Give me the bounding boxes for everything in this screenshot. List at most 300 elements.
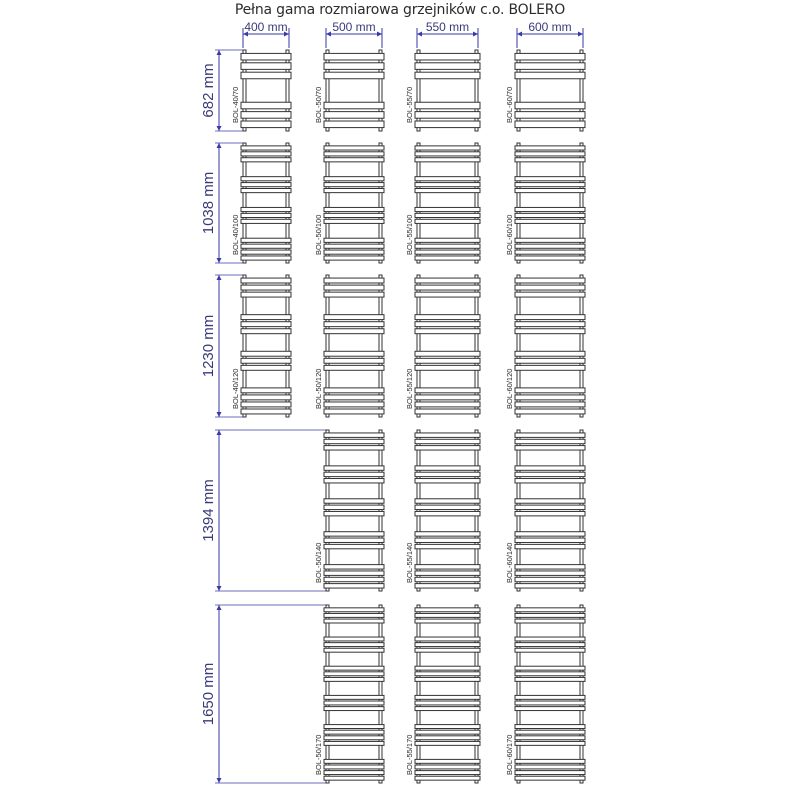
radiator-bar [515,730,585,734]
radiator-rail [517,50,520,131]
radiator-bar [515,677,585,681]
radiator-bar [324,505,384,509]
radiator-bar [415,637,480,641]
radiator-bar [515,395,585,400]
diagram-title: Pełna gama rozmiarowa grzejników c.o. BOLERO [234,2,566,18]
radiator [405,430,480,591]
radiator-model-label: BOL-40/100 [231,214,240,255]
radiator-bar [515,613,585,617]
radiator-bar [324,776,384,780]
arrowhead [217,143,222,148]
height-dimension [200,605,326,783]
radiator-rail [580,50,583,131]
radiator-bar [324,256,384,260]
radiator [505,50,585,131]
radiator-bar [324,439,384,443]
radiator-bar [324,146,384,150]
radiator-bar [415,446,480,450]
radiator-bar [241,358,291,363]
radiator-bar [415,322,480,327]
radiator-bar [324,358,384,363]
radiator-bar [515,666,585,670]
radiator-bar [415,402,480,407]
radiator-bar [324,365,384,370]
radiator-model-label: BOL-60/170 [505,734,514,775]
radiator-bar [515,213,585,217]
radiator-bar [415,63,480,70]
radiator-bar [241,146,291,150]
radiator-bar [415,409,480,414]
radiator-rail [286,50,289,131]
radiator-bar [415,219,480,223]
radiator-bar [415,505,480,509]
radiator-bar [415,759,480,763]
radiator-bar [415,736,480,740]
radiator [314,430,384,591]
radiator-bar [415,677,480,681]
radiator-bar [324,577,384,581]
radiator-bar [415,776,480,780]
radiator-bar [241,213,291,217]
radiator-bar [241,365,291,370]
radiator-bar [515,358,585,363]
radiator-rail [417,50,420,131]
radiator-bar [415,285,480,290]
radiator-bar [241,177,291,181]
arrowhead [217,586,222,591]
radiator [314,50,384,131]
arrowhead [578,32,583,37]
radiator-bar [324,121,384,128]
radiator-bar [241,322,291,327]
radiator-bar [324,736,384,740]
radiator [314,605,384,783]
radiator-bar [515,619,585,623]
radiator-model-label: BOL-55/70 [405,86,414,123]
radiator-model-label: BOL-55/140 [405,542,414,583]
arrowhead [326,32,331,37]
radiator-bar [241,53,291,60]
radiator-model-label: BOL-40/120 [231,368,240,409]
radiator-bar [415,121,480,128]
radiator-bar [515,472,585,476]
radiator-bar [515,499,585,503]
radiator-bar [515,637,585,641]
radiator-bar [241,329,291,334]
radiator-bar [324,730,384,734]
height-label: 1038 mm [200,171,217,235]
radiator-model-label: BOL-50/170 [314,734,323,775]
radiator-bar [324,584,384,588]
radiator-bar [324,292,384,297]
radiator-bar [241,278,291,283]
radiator-bar [241,219,291,223]
radiator-bar [515,433,585,437]
height-label: 1650 mm [200,662,217,726]
radiator-bar [324,532,384,536]
radiator-bar [515,759,585,763]
radiator-bar [324,538,384,542]
radiator-bar [515,544,585,548]
radiator [505,605,585,783]
arrowhead [217,258,222,263]
radiator-bar [515,577,585,581]
radiator [231,275,291,417]
radiator-bar [324,608,384,612]
radiator-bar [515,725,585,729]
radiator-bar [515,695,585,699]
radiator-bar [324,278,384,283]
radiator-model-label: BOL-55/170 [405,734,414,775]
radiator-bar [324,189,384,193]
radiator-bar [324,565,384,569]
radiator-bar [324,112,384,119]
radiator-bar [415,53,480,60]
radiator-bar [415,643,480,647]
radiator-bar [415,666,480,670]
radiator-model-label: BOL-50/140 [314,542,323,583]
radiator-bar [241,388,291,393]
radiator-bar [515,608,585,612]
radiator-bar [515,707,585,711]
radiator-bar [515,238,585,242]
radiator-bar [515,322,585,327]
radiator-bar [324,466,384,470]
radiator-bar [415,433,480,437]
radiator-bar [415,351,480,356]
radiator-bar [515,365,585,370]
radiator-rail [243,50,246,131]
radiator-bar [415,72,480,79]
radiator [231,50,291,131]
radiator [405,605,480,783]
radiator-bar [415,741,480,745]
arrowhead [217,412,222,417]
radiator-bar [515,177,585,181]
radiator-bar [515,584,585,588]
radiator-bar [241,256,291,260]
arrowhead [217,430,222,435]
width-label: 600 mm [528,20,572,34]
radiator-bar [515,256,585,260]
radiator-bar [415,765,480,769]
radiator-bar [324,244,384,248]
radiator-bar [324,402,384,407]
radiator-bar [415,695,480,699]
radiator-bar [415,730,480,734]
radiator-bar [324,102,384,109]
radiator [405,143,480,263]
radiator [314,275,384,417]
radiator-bar [324,433,384,437]
radiator-bar [415,472,480,476]
height-dimension [200,430,326,591]
radiator-bar [515,771,585,775]
radiator-bar [324,701,384,705]
radiator-bar [415,112,480,119]
radiator-bar [324,637,384,641]
height-label: 682 mm [200,63,217,118]
radiator-bar [324,613,384,617]
radiator-bar [415,532,480,536]
radiator-rail [379,50,382,131]
radiator-bar [515,701,585,705]
radiator-bar [415,613,480,617]
radiator-bar [515,285,585,290]
radiator-bar [515,643,585,647]
arrowhead [217,126,222,131]
radiator-bar [241,395,291,400]
radiator-bar [415,256,480,260]
radiator-bar [415,177,480,181]
radiator-bar [415,511,480,515]
radiator-bar [515,121,585,128]
arrowhead [473,32,478,37]
width-dimension [326,20,382,48]
radiator-bar [415,701,480,705]
radiator-bar [324,771,384,775]
radiator-bar [515,505,585,509]
radiator-bar [515,146,585,150]
radiator [405,275,480,417]
radiator-bar [324,395,384,400]
radiator-bar [515,207,585,211]
radiator-bar [415,707,480,711]
radiator-bar [515,250,585,254]
radiator-bar [324,648,384,652]
radiator [231,143,291,263]
radiator-bar [415,250,480,254]
radiator-rail [326,50,329,131]
radiator-bar [415,725,480,729]
radiator-bar [324,183,384,187]
radiator-model-label: BOL-60/100 [505,214,514,255]
radiator-bar [241,158,291,162]
radiator-bar [415,499,480,503]
height-label: 1230 mm [200,314,217,378]
radiator-bar [415,152,480,156]
radiator-bar [515,571,585,575]
radiator-bar [415,439,480,443]
radiator-bar [515,402,585,407]
radiator-bar [241,238,291,242]
width-dimension [517,20,583,48]
radiator-rail [326,605,329,783]
radiator-bar [515,446,585,450]
arrowhead [517,32,522,37]
radiator-bar [324,351,384,356]
radiator-bar [324,619,384,623]
radiator-bar [324,643,384,647]
radiator-bar [515,532,585,536]
radiator-bar [515,388,585,393]
radiator [505,430,585,591]
radiator-bar [415,278,480,283]
radiator-bar [415,571,480,575]
radiator-bar [415,358,480,363]
radiator-bar [415,158,480,162]
radiator-bar [415,584,480,588]
radiator-model-label: BOL-50/100 [314,214,323,255]
radiator [405,50,480,131]
radiator-bar [241,102,291,109]
radiator-bar [415,544,480,548]
radiator-bar [324,499,384,503]
radiator-bar [415,244,480,248]
radiator-bar [415,479,480,483]
radiator-bar [324,207,384,211]
radiator-bar [415,213,480,217]
radiator-bar [415,315,480,320]
radiator-bar [515,329,585,334]
radiator-bar [324,315,384,320]
radiator-bar [515,741,585,745]
arrowhead [217,275,222,280]
radiator-bar [515,439,585,443]
radiator-bar [324,479,384,483]
radiator-bar [415,565,480,569]
radiator-bar [415,102,480,109]
radiator-bar [415,329,480,334]
radiator-bar [241,121,291,128]
radiator-bar [415,395,480,400]
radiator-rail [517,605,520,783]
radiator-bar [515,736,585,740]
radiator-rail [475,605,478,783]
radiator [505,143,585,263]
radiator-bar [324,677,384,681]
radiator-bar [324,707,384,711]
radiator-bar [324,544,384,548]
radiator-model-label: BOL-60/70 [505,86,514,123]
radiator-rail [475,50,478,131]
radiator-bar [241,292,291,297]
radiator-model-label: BOL-60/120 [505,368,514,409]
radiator-bar [324,511,384,515]
radiator-bar [515,409,585,414]
radiator-bar [324,695,384,699]
radiator-rail [580,605,583,783]
radiator-bar [324,329,384,334]
radiator-model-label: BOL-50/120 [314,368,323,409]
radiator-bar [515,466,585,470]
radiator-bar [324,219,384,223]
radiator-bar [515,183,585,187]
radiator-bar [241,112,291,119]
width-label: 550 mm [425,20,470,34]
radiator-bar [415,608,480,612]
radiator-bar [415,238,480,242]
radiator [314,143,384,263]
radiator-bar [324,472,384,476]
radiator-bar [241,244,291,248]
radiator-bar [324,53,384,60]
radiator-bar [515,219,585,223]
radiator-bar [515,244,585,248]
radiator-rail [379,605,382,783]
radiator-bar [415,672,480,676]
radiator-bar [324,63,384,70]
radiator-model-label: BOL-60/140 [505,542,514,583]
radiator-bar [324,72,384,79]
radiator-bar [241,250,291,254]
radiator-bar [415,771,480,775]
radiator-bar [415,619,480,623]
radiator-bar [241,63,291,70]
radiator [505,275,585,417]
radiator-bar [241,183,291,187]
radiator-bar [241,409,291,414]
width-label: 500 mm [332,20,376,34]
radiator-bar [415,183,480,187]
radiator-bar [415,292,480,297]
arrowhead [217,778,222,783]
radiator-bar [515,765,585,769]
radiator-bar [415,538,480,542]
radiator-bar [241,189,291,193]
radiator-bar [415,146,480,150]
radiator-bar [324,322,384,327]
radiator-bar [324,446,384,450]
radiator-bar [241,351,291,356]
radiator-bar [324,725,384,729]
radiator-bar [324,158,384,162]
radiator-bar [415,207,480,211]
radiator-bar [241,285,291,290]
radiator-bar [241,315,291,320]
radiator-bar [241,207,291,211]
radiator-model-label: BOL-55/120 [405,368,414,409]
width-dimension [243,20,289,48]
radiator-bar [324,409,384,414]
radiator-bar [415,388,480,393]
radiator-bar [515,292,585,297]
radiator-bar [515,158,585,162]
radiator-bar [515,189,585,193]
radiator-bar [515,102,585,109]
radiator-bar [324,238,384,242]
radiator-bar [515,63,585,70]
radiator-bar [324,672,384,676]
height-label: 1394 mm [200,479,217,542]
radiator-bar [241,72,291,79]
arrowhead [377,32,382,37]
radiator-bar [415,466,480,470]
radiator-bar [515,278,585,283]
radiator-bar [515,351,585,356]
width-label: 400 mm [244,20,288,34]
radiator-bar [324,388,384,393]
width-dimension [417,20,478,48]
radiator-bar [324,285,384,290]
radiator-model-label: BOL-50/70 [314,86,323,123]
radiator-bar [515,53,585,60]
radiator-bar [415,189,480,193]
radiator-bar [324,765,384,769]
radiator-bar [415,648,480,652]
arrowhead [217,50,222,55]
radiator-bar [415,577,480,581]
radiator-bar [515,672,585,676]
radiator-bar [515,152,585,156]
radiator-bar [241,402,291,407]
radiator-bar [515,479,585,483]
radiator-bar [515,315,585,320]
radiator-model-label: BOL-55/100 [405,214,414,255]
radiator-bar [324,666,384,670]
radiator-bar [515,648,585,652]
radiator-model-label: BOL-40/70 [231,86,240,123]
